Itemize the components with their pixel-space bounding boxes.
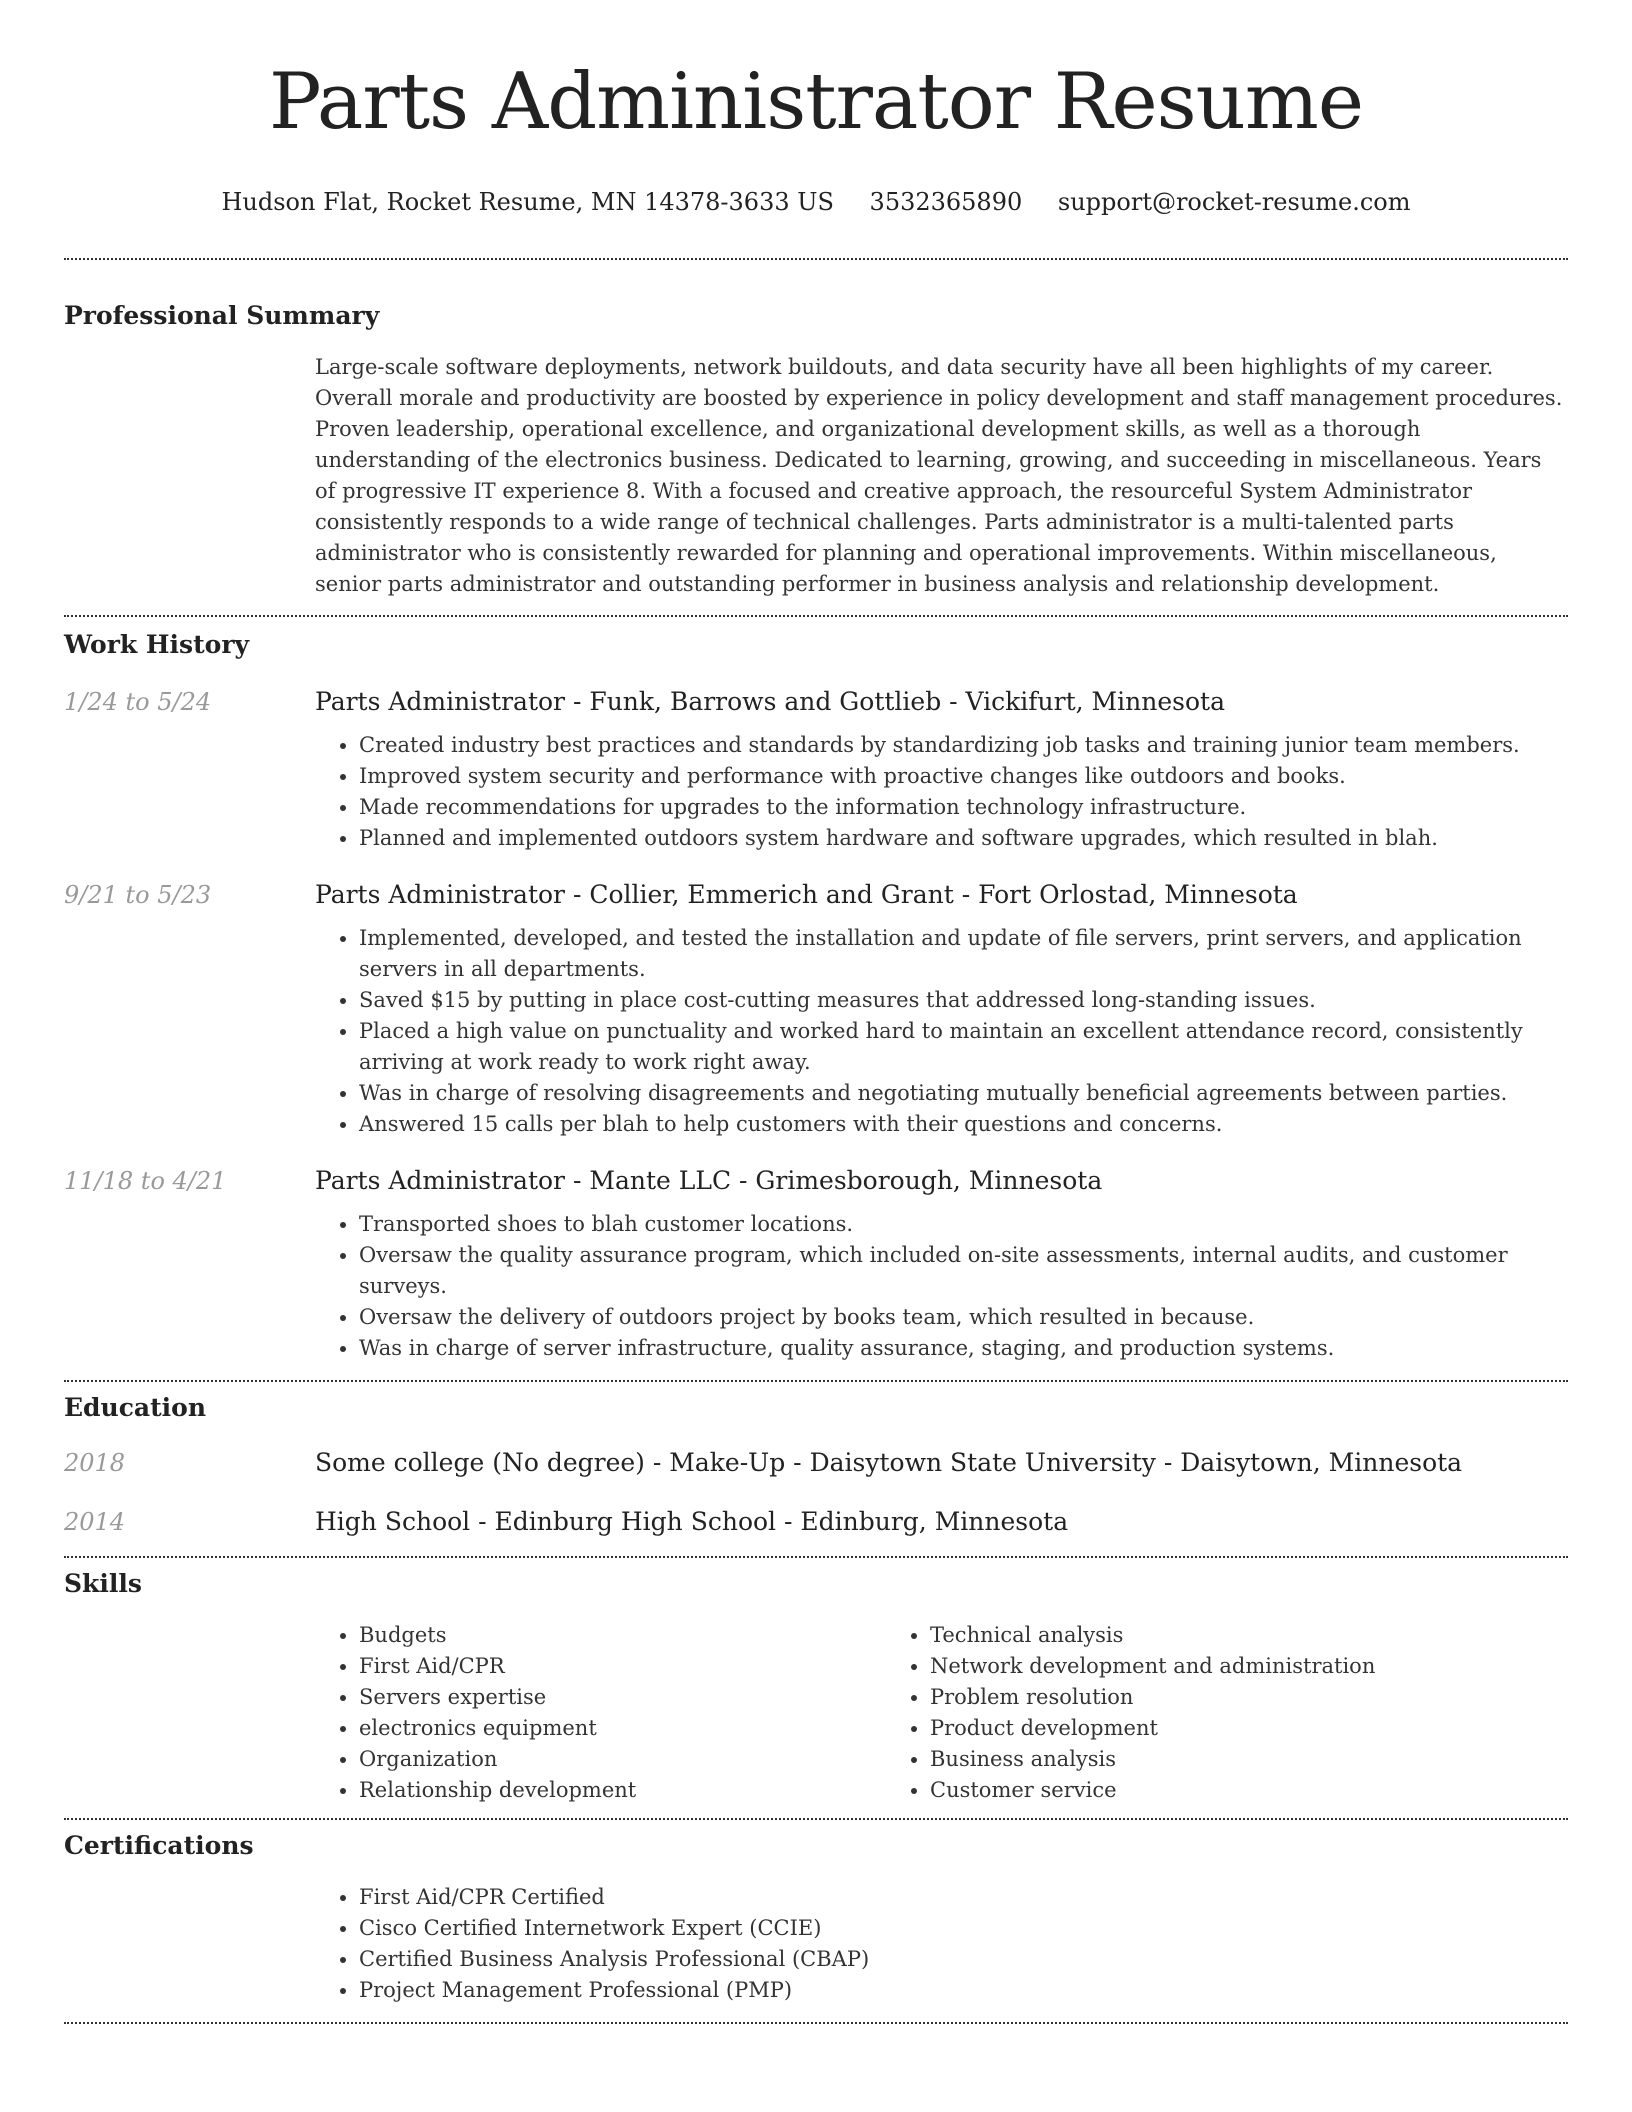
list-item: • Was in charge of server infrastructure, quality assurance, staging, and production systems. bbox=[359, 1333, 1568, 1364]
skills-section bbox=[64, 1568, 1568, 1806]
job-title: Parts Administrator - Funk, Barrows and Gottlieb - Vickifurt, Minnesota bbox=[315, 687, 1225, 716]
list-item: • Technical analysis bbox=[930, 1620, 1457, 1651]
list-item: • Answered 15 calls per blah to help customers with their questions and concerns. bbox=[359, 1109, 1568, 1140]
list-item: • Transported shoes to blah customer locations. bbox=[359, 1209, 1568, 1240]
list-item: • Servers expertise bbox=[359, 1682, 886, 1713]
education-heading: Education bbox=[64, 1393, 207, 1422]
list-item: • Network development and administration bbox=[930, 1651, 1457, 1682]
list-item: • Organization bbox=[359, 1744, 886, 1775]
education-year: 2014 bbox=[64, 1508, 126, 1536]
work-section bbox=[64, 629, 1568, 1364]
list-item: • First Aid/CPR bbox=[359, 1651, 886, 1682]
list-item: • Customer service bbox=[930, 1775, 1457, 1806]
certifications-list bbox=[315, 1882, 1568, 2006]
certifications-section bbox=[64, 1830, 1568, 2006]
summary-section bbox=[64, 300, 1568, 600]
list-item: • Business analysis bbox=[930, 1744, 1457, 1775]
list-item: • First Aid/CPR Certified bbox=[359, 1882, 1568, 1913]
skills-heading: Skills bbox=[64, 1569, 142, 1598]
education-title: Some college (No degree) - Make-Up - Daisytown State University - Daisytown, Minnesota bbox=[315, 1448, 1463, 1477]
job-entry bbox=[64, 1166, 1568, 1364]
summary-text: Large-scale software deployments, network buildouts, and data security have all been highlights of my career. Overall morale and productivity are boosted by experience in policy development and staff management procedures. Proven leadership, operational excellence, and organizational development skills, as well as a thorough understanding of the electronics business. Dedicated to learning, growing, and succeeding in miscellaneous. Years of progressive IT experience 8. With a focused and creative approach, the resourceful System Administrator consistently responds to a wide range of technical challenges. Parts administrator is a multi-talented parts administrator who is consistently rewarded for planning and operational improvements. Within miscellaneous, senior parts administrator and outstanding performer in business analysis and relationship development. bbox=[315, 355, 1563, 596]
list-item: • Placed a high value on punctuality and worked hard to maintain an excellent attendance record, consistently arriving at work ready to work right away. bbox=[359, 1016, 1568, 1078]
skills-list-right bbox=[886, 1620, 1457, 1806]
list-item: • electronics equipment bbox=[359, 1713, 886, 1744]
list-item: • Implemented, developed, and tested the installation and update of file servers, print servers, and application servers in all departments. bbox=[359, 923, 1568, 985]
job-dates: 9/21 to 5/23 bbox=[64, 881, 212, 909]
job-bullets bbox=[315, 730, 1568, 854]
list-item: • Made recommendations for upgrades to the information technology infrastructure. bbox=[359, 792, 1568, 823]
job-entry bbox=[64, 880, 1568, 1140]
skills-list-left bbox=[315, 1620, 886, 1806]
list-item: • Improved system security and performance with proactive changes like outdoors and books. bbox=[359, 761, 1568, 792]
contact-address: Hudson Flat, Rocket Resume, MN 14378-3633 US bbox=[221, 188, 834, 216]
divider-work bbox=[64, 1380, 1568, 1382]
job-title: Parts Administrator - Mante LLC - Grimesborough, Minnesota bbox=[315, 1166, 1103, 1195]
summary-heading: Professional Summary bbox=[64, 301, 380, 330]
divider-skills bbox=[64, 1818, 1568, 1820]
divider-summary bbox=[64, 615, 1568, 617]
list-item: • Planned and implemented outdoors system hardware and software upgrades, which resulted in blah. bbox=[359, 823, 1568, 854]
job-bullets bbox=[315, 923, 1568, 1140]
education-section bbox=[64, 1392, 1568, 1536]
certifications-heading: Certifications bbox=[64, 1831, 254, 1860]
page-title: Parts Administrator Resume bbox=[268, 57, 1364, 147]
list-item: • Certified Business Analysis Professional (CBAP) bbox=[359, 1944, 1568, 1975]
list-item: • Cisco Certified Internetwork Expert (CCIE) bbox=[359, 1913, 1568, 1944]
skills-grid bbox=[315, 1620, 1568, 1806]
education-entry bbox=[64, 1507, 1568, 1536]
list-item: • Oversaw the quality assurance program, which included on-site assessments, internal audits, and customer surveys. bbox=[359, 1240, 1568, 1302]
list-item: • Created industry best practices and standards by standardizing job tasks and training junior team members. bbox=[359, 730, 1568, 761]
contact-email: support@rocket-resume.com bbox=[1057, 188, 1411, 216]
list-item: • Project Management Professional (PMP) bbox=[359, 1975, 1568, 2006]
job-bullets bbox=[315, 1209, 1568, 1364]
divider-certifications bbox=[64, 2022, 1568, 2024]
divider-education bbox=[64, 1556, 1568, 1558]
work-heading: Work History bbox=[64, 630, 250, 659]
list-item: • Budgets bbox=[359, 1620, 886, 1651]
job-dates: 1/24 to 5/24 bbox=[64, 688, 212, 716]
list-item: • Product development bbox=[930, 1713, 1457, 1744]
divider-header bbox=[64, 258, 1568, 260]
list-item: • Was in charge of resolving disagreements and negotiating mutually beneficial agreements between parties. bbox=[359, 1078, 1568, 1109]
contact-line bbox=[64, 186, 1568, 218]
job-title: Parts Administrator - Collier, Emmerich and Grant - Fort Orlostad, Minnesota bbox=[315, 880, 1298, 909]
contact-phone: 3532365890 bbox=[869, 188, 1023, 216]
job-dates: 11/18 to 4/21 bbox=[64, 1167, 227, 1195]
education-entry bbox=[64, 1448, 1568, 1477]
list-item: • Relationship development bbox=[359, 1775, 886, 1806]
job-entry bbox=[64, 687, 1568, 854]
list-item: • Problem resolution bbox=[930, 1682, 1457, 1713]
education-year: 2018 bbox=[64, 1449, 126, 1477]
education-title: High School - Edinburg High School - Edinburg, Minnesota bbox=[315, 1507, 1069, 1536]
list-item: • Saved $15 by putting in place cost-cutting measures that addressed long-standing issues. bbox=[359, 985, 1568, 1016]
list-item: • Oversaw the delivery of outdoors project by books team, which resulted in because. bbox=[359, 1302, 1568, 1333]
